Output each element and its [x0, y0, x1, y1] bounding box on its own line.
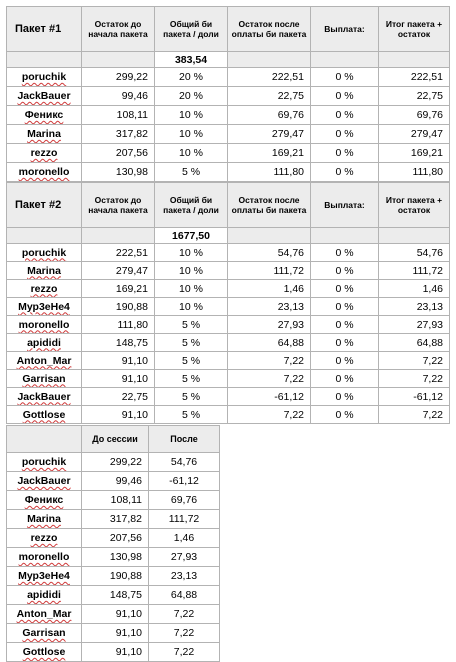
player-name: Феникс: [7, 491, 82, 510]
table-row: [7, 406, 450, 424]
col-header-final: Итог пакета + остаток: [379, 183, 450, 228]
packet-1-table: [6, 6, 450, 182]
payout: 0 %: [311, 125, 379, 144]
payout: 0 %: [311, 262, 379, 280]
player-name: poruchik: [7, 453, 82, 472]
player-name: poruchik: [7, 68, 82, 87]
player-name: Garrisan: [7, 370, 82, 388]
balance-after-session: 27,93: [149, 548, 220, 567]
final-balance: 7,22: [379, 370, 450, 388]
buyin-share: 10 %: [155, 106, 228, 125]
col-header-final: Итог пакета + остаток: [379, 7, 450, 52]
final-balance: 54,76: [379, 244, 450, 262]
player-name: Anton_Mar: [7, 352, 82, 370]
balance-after: 69,76: [228, 106, 311, 125]
balance-after-session: 1,46: [149, 529, 220, 548]
final-balance: 7,22: [379, 352, 450, 370]
start-balance: 169,21: [82, 280, 155, 298]
packet-title: Пакет #2: [7, 183, 82, 228]
player-name: Anton_Mar: [7, 605, 82, 624]
payout: 0 %: [311, 316, 379, 334]
payout: 0 %: [311, 334, 379, 352]
balance-before-session: 108,11: [82, 491, 149, 510]
col-header-payout: Выплата:: [311, 183, 379, 228]
balance-after: 279,47: [228, 125, 311, 144]
final-balance: 279,47: [379, 125, 450, 144]
table-row: [7, 388, 450, 406]
player-name: Мур3еНе4: [7, 298, 82, 316]
start-balance: 207,56: [82, 144, 155, 163]
empty-cell: [379, 228, 450, 244]
table-row: [7, 244, 450, 262]
start-balance: 279,47: [82, 262, 155, 280]
balance-after-session: 69,76: [149, 491, 220, 510]
balance-after-session: 64,88: [149, 586, 220, 605]
final-balance: 22,75: [379, 87, 450, 106]
final-balance: 7,22: [379, 406, 450, 424]
payout: 0 %: [311, 406, 379, 424]
final-balance: 111,80: [379, 163, 450, 182]
empty-cell: [7, 426, 82, 453]
final-balance: 1,46: [379, 280, 450, 298]
payout: 0 %: [311, 280, 379, 298]
table-row: [7, 352, 450, 370]
buyin-share: 10 %: [155, 298, 228, 316]
buyin-share: 10 %: [155, 125, 228, 144]
table-row: [7, 280, 450, 298]
player-name: JackBauer: [7, 472, 82, 491]
balance-after-session: 23,13: [149, 567, 220, 586]
table-row: [7, 624, 220, 643]
table-row: [7, 334, 450, 352]
balance-before-session: 91,10: [82, 624, 149, 643]
packet-2-table: [6, 182, 450, 424]
col-header-share: Общий би пакета / доли: [155, 7, 228, 52]
empty-cell: [82, 228, 155, 244]
player-name: poruchik: [7, 244, 82, 262]
start-balance: 130,98: [82, 163, 155, 182]
final-balance: 23,13: [379, 298, 450, 316]
player-name: Marina: [7, 125, 82, 144]
player-name: moronello: [7, 548, 82, 567]
table-row: [7, 643, 220, 662]
balance-after: 7,22: [228, 352, 311, 370]
table-row: [7, 548, 220, 567]
payout: 0 %: [311, 163, 379, 182]
player-name: Marina: [7, 510, 82, 529]
buyin-share: 10 %: [155, 144, 228, 163]
table-row: [7, 605, 220, 624]
start-balance: 91,10: [82, 406, 155, 424]
empty-cell: [311, 52, 379, 68]
balance-after: 111,72: [228, 262, 311, 280]
balance-before-session: 207,56: [82, 529, 149, 548]
col-header-start: Остаток до начала пакета: [82, 183, 155, 228]
packet-total: 383,54: [155, 52, 228, 68]
player-name: Мур3еНе4: [7, 567, 82, 586]
table-row: [7, 453, 220, 472]
player-name: Gottlose: [7, 643, 82, 662]
player-name: rezzo: [7, 280, 82, 298]
balance-before-session: 91,10: [82, 605, 149, 624]
balance-after-session: 7,22: [149, 624, 220, 643]
table-row: [7, 68, 450, 87]
balance-after: 27,93: [228, 316, 311, 334]
empty-cell: [7, 228, 82, 244]
empty-cell: [311, 228, 379, 244]
player-name: apididi: [7, 586, 82, 605]
packet-title: Пакет #1: [7, 7, 82, 52]
col-header-share: Общий би пакета / доли: [155, 183, 228, 228]
col-header-before: До сессии: [82, 426, 149, 453]
buyin-share: 5 %: [155, 334, 228, 352]
balance-after: 169,21: [228, 144, 311, 163]
balance-before-session: 99,46: [82, 472, 149, 491]
start-balance: 91,10: [82, 352, 155, 370]
payout: 0 %: [311, 352, 379, 370]
balance-before-session: 190,88: [82, 567, 149, 586]
payout: 0 %: [311, 106, 379, 125]
final-balance: 111,72: [379, 262, 450, 280]
payout: 0 %: [311, 388, 379, 406]
summary-table: [6, 425, 220, 662]
col-header-after: После: [149, 426, 220, 453]
balance-after-session: 7,22: [149, 643, 220, 662]
table-row: [7, 370, 450, 388]
player-name: Garrisan: [7, 624, 82, 643]
balance-after-session: 7,22: [149, 605, 220, 624]
start-balance: 299,22: [82, 68, 155, 87]
table-row: [7, 163, 450, 182]
balance-before-session: 130,98: [82, 548, 149, 567]
start-balance: 91,10: [82, 370, 155, 388]
player-name: Marina: [7, 262, 82, 280]
player-name: rezzo: [7, 529, 82, 548]
balance-after: 22,75: [228, 87, 311, 106]
player-name: Феникс: [7, 106, 82, 125]
table-row: [7, 472, 220, 491]
buyin-share: 5 %: [155, 163, 228, 182]
buyin-share: 10 %: [155, 280, 228, 298]
balance-after: 1,46: [228, 280, 311, 298]
col-header-after: Остаток после оплаты би пакета: [228, 183, 311, 228]
buyin-share: 5 %: [155, 388, 228, 406]
final-balance: 69,76: [379, 106, 450, 125]
table-row: [7, 586, 220, 605]
final-balance: 27,93: [379, 316, 450, 334]
player-name: JackBauer: [7, 87, 82, 106]
empty-cell: [228, 228, 311, 244]
player-name: apididi: [7, 334, 82, 352]
balance-before-session: 91,10: [82, 643, 149, 662]
table-row: [7, 125, 450, 144]
start-balance: 190,88: [82, 298, 155, 316]
col-header-after: Остаток после оплаты би пакета: [228, 7, 311, 52]
start-balance: 317,82: [82, 125, 155, 144]
balance-after-session: -61,12: [149, 472, 220, 491]
final-balance: 222,51: [379, 68, 450, 87]
table-row: [7, 567, 220, 586]
buyin-share: 5 %: [155, 316, 228, 334]
balance-after: 7,22: [228, 406, 311, 424]
payout: 0 %: [311, 370, 379, 388]
packet-total: 1677,50: [155, 228, 228, 244]
player-name: moronello: [7, 316, 82, 334]
empty-cell: [379, 52, 450, 68]
col-header-start: Остаток до начала пакета: [82, 7, 155, 52]
start-balance: 99,46: [82, 87, 155, 106]
balance-after-session: 54,76: [149, 453, 220, 472]
table-row: [7, 106, 450, 125]
player-name: moronello: [7, 163, 82, 182]
table-row: [7, 298, 450, 316]
buyin-share: 5 %: [155, 406, 228, 424]
empty-cell: [82, 52, 155, 68]
payout: 0 %: [311, 298, 379, 316]
start-balance: 111,80: [82, 316, 155, 334]
balance-after: 64,88: [228, 334, 311, 352]
payout: 0 %: [311, 68, 379, 87]
player-name: Gottlose: [7, 406, 82, 424]
buyin-share: 20 %: [155, 68, 228, 87]
buyin-share: 10 %: [155, 244, 228, 262]
payout: 0 %: [311, 244, 379, 262]
table-row: [7, 529, 220, 548]
final-balance: 169,21: [379, 144, 450, 163]
empty-cell: [7, 52, 82, 68]
balance-before-session: 148,75: [82, 586, 149, 605]
final-balance: 64,88: [379, 334, 450, 352]
payout: 0 %: [311, 144, 379, 163]
start-balance: 222,51: [82, 244, 155, 262]
balance-after: 54,76: [228, 244, 311, 262]
table-row: [7, 491, 220, 510]
balance-after: 23,13: [228, 298, 311, 316]
buyin-share: 5 %: [155, 352, 228, 370]
final-balance: -61,12: [379, 388, 450, 406]
table-row: [7, 144, 450, 163]
balance-after: 7,22: [228, 370, 311, 388]
start-balance: 148,75: [82, 334, 155, 352]
col-header-payout: Выплата:: [311, 7, 379, 52]
balance-before-session: 299,22: [82, 453, 149, 472]
payout: 0 %: [311, 87, 379, 106]
buyin-share: 20 %: [155, 87, 228, 106]
buyin-share: 10 %: [155, 262, 228, 280]
balance-after: 222,51: [228, 68, 311, 87]
start-balance: 22,75: [82, 388, 155, 406]
buyin-share: 5 %: [155, 370, 228, 388]
empty-cell: [228, 52, 311, 68]
table-row: [7, 316, 450, 334]
balance-after-session: 111,72: [149, 510, 220, 529]
balance-after: -61,12: [228, 388, 311, 406]
table-row: [7, 262, 450, 280]
balance-before-session: 317,82: [82, 510, 149, 529]
balance-after: 111,80: [228, 163, 311, 182]
start-balance: 108,11: [82, 106, 155, 125]
player-name: JackBauer: [7, 388, 82, 406]
table-row: [7, 510, 220, 529]
player-name: rezzo: [7, 144, 82, 163]
table-row: [7, 87, 450, 106]
